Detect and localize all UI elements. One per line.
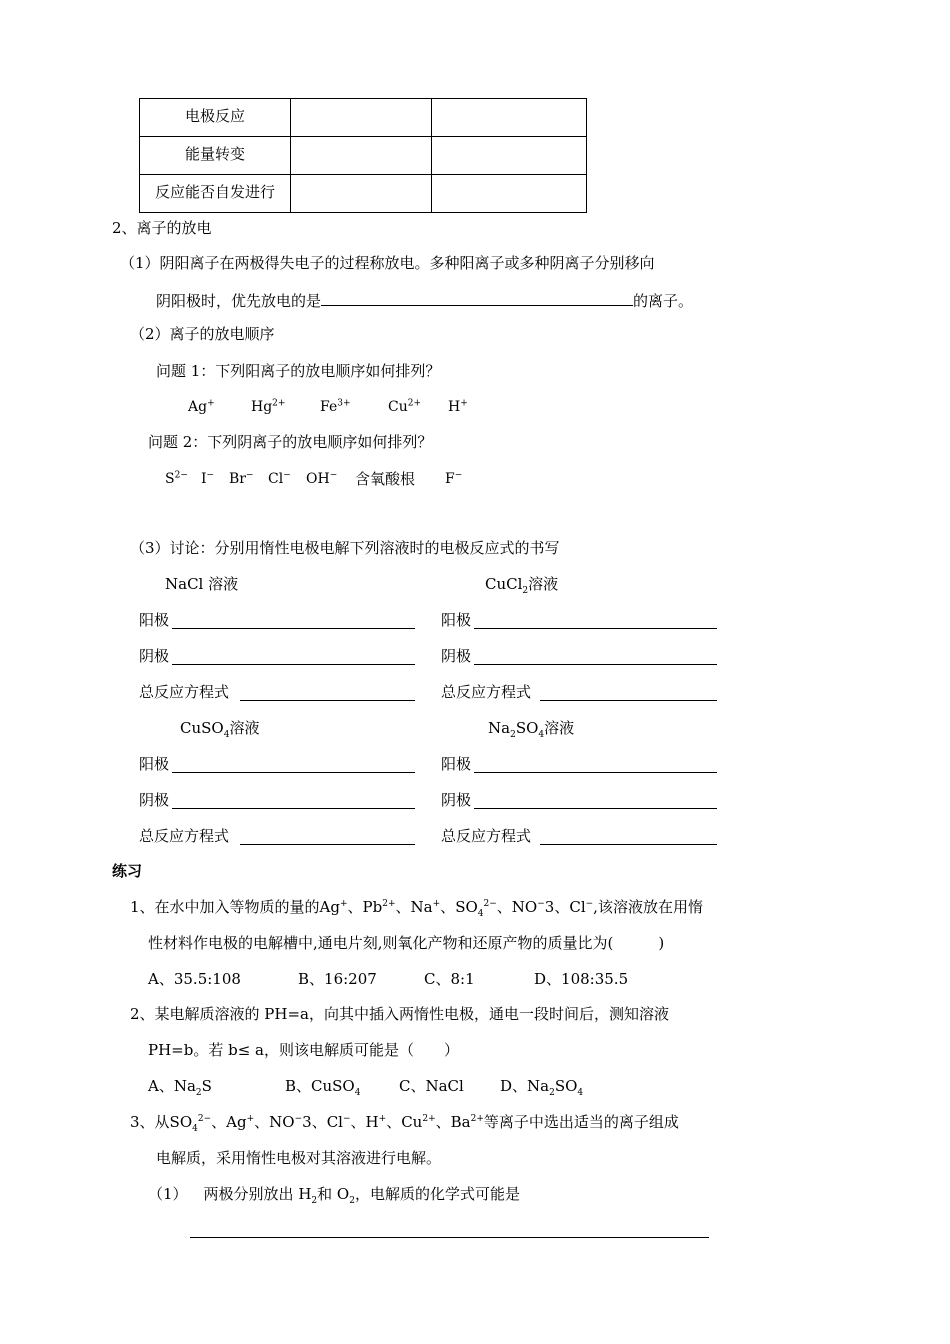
cathode-label: 阴极	[139, 791, 170, 809]
practice-q1-line2: 性材料作电极的电解槽中,通电片刻,则氧化产物和还原产物的质量比为( )	[148, 934, 665, 952]
ion: $S^{2-}$	[165, 470, 188, 487]
answer-line[interactable]	[540, 700, 717, 701]
answer-line[interactable]	[172, 664, 415, 665]
ion: $Hg^{2+}$	[251, 398, 286, 415]
option-c[interactable]: C、8:1	[424, 970, 475, 988]
anode-label: 阳极	[441, 611, 472, 629]
table-cell-label: 能量转变	[140, 137, 291, 175]
ion: $Cu^{2+}$	[388, 398, 422, 415]
practice-heading: 练习	[112, 862, 143, 880]
total-reaction-label: 总反应方程式	[441, 683, 532, 701]
answer-line[interactable]	[240, 844, 415, 845]
question: 问题 2：下列阴离子的放电顺序如何排列？	[148, 433, 433, 451]
option-b[interactable]: B、16:207	[298, 970, 377, 988]
cathode-label: 阴极	[139, 647, 170, 665]
table-cell	[432, 175, 587, 213]
practice-q3-sub1: （1） 两极分别放出 $H_2$和 $O_2$，电解质的化学式可能是	[148, 1185, 520, 1206]
table-cell	[432, 99, 587, 137]
table-row	[140, 99, 587, 137]
practice-q2-line1: 2、某电解质溶液的 PH=a，向其中插入两惰性电极，通电一段时间后，测知溶液	[130, 1005, 669, 1023]
ion: Cl−	[268, 470, 291, 487]
answer-line[interactable]	[540, 844, 717, 845]
anode-label: 阳极	[441, 755, 472, 773]
section-heading: 2、离子的放电	[112, 219, 212, 237]
option-d[interactable]: D、108:35.5	[534, 970, 629, 988]
total-reaction-label: 总反应方程式	[139, 683, 230, 701]
answer-line[interactable]	[240, 700, 415, 701]
practice-q2-line2: PH=b。若 b≤ a，则该电解质可能是（ ）	[148, 1041, 459, 1059]
solution-title-na2so4: $Na_2SO_4$溶液	[488, 719, 575, 740]
table-row	[140, 137, 587, 175]
paragraph: （1）阴阳离子在两极得失电子的过程称放电。多种阳离子或多种阴离子分别移向	[120, 254, 655, 272]
total-reaction-label: 总反应方程式	[441, 827, 532, 845]
table-cell-label: 反应能否自发进行	[140, 175, 291, 213]
anode-label: 阳极	[139, 611, 170, 629]
answer-line[interactable]	[172, 808, 415, 809]
table-cell	[291, 175, 432, 213]
option-b[interactable]: B、CuSO$_4$	[285, 1077, 361, 1098]
answer-line[interactable]	[172, 772, 415, 773]
ion: I−	[201, 470, 215, 487]
practice-q3-line1: 3、从$SO_4^{2-}$、Ag+、NO−3、Cl−、H+、$Cu^{2+}$、$Ba^{2+}$等离子中选出适当的离子组成	[130, 1113, 679, 1134]
option-d[interactable]: D、$Na_2SO_4$	[500, 1077, 584, 1098]
answer-line[interactable]	[474, 808, 717, 809]
practice-q1-line1: 1、在水中加入等物质的量的Ag+、$Pb^{2+}$、Na+、$SO_4^{2-}$、NO−3、Cl−,该溶液放在用惰	[130, 898, 703, 919]
subheading: （3）讨论：分别用惰性电极电解下列溶液时的电极反应式的书写	[130, 539, 560, 557]
table-cell	[432, 137, 587, 175]
paragraph-fill	[156, 291, 693, 309]
answer-line[interactable]	[474, 628, 717, 629]
practice-q3-line2: 电解质，采用惰性电极对其溶液进行电解。	[156, 1149, 442, 1167]
anode-label: 阳极	[139, 755, 170, 773]
answer-line[interactable]	[474, 772, 717, 773]
answer-blank[interactable]	[321, 291, 633, 306]
solution-title-nacl: NaCl 溶液	[165, 575, 239, 593]
table-cell	[291, 99, 432, 137]
text: 的离子。	[633, 292, 694, 310]
ion: $Fe^{3+}$	[320, 398, 351, 415]
ion: H+	[448, 398, 468, 415]
table-row	[140, 175, 587, 213]
ion: Br−	[229, 470, 254, 487]
answer-line[interactable]	[474, 664, 717, 665]
table-cell-label: 电极反应	[140, 99, 291, 137]
solution-title-cuso4: CuSO$_4$溶液	[180, 719, 260, 740]
text: 阴阳极时，优先放电的是	[156, 292, 322, 310]
option-c[interactable]: C、NaCl	[399, 1077, 464, 1095]
answer-line[interactable]	[172, 628, 415, 629]
ion: 含氧酸根	[355, 470, 416, 488]
question: 问题 1：下列阳离子的放电顺序如何排列？	[156, 362, 441, 380]
total-reaction-label: 总反应方程式	[139, 827, 230, 845]
cathode-label: 阴极	[441, 791, 472, 809]
cathode-label: 阴极	[441, 647, 472, 665]
solution-title-cucl2: CuCl$_2$溶液	[485, 575, 559, 596]
option-a[interactable]: A、35.5:108	[148, 970, 241, 988]
subheading: （2）离子的放电顺序	[130, 325, 275, 343]
table-cell	[291, 137, 432, 175]
ion: Ag+	[188, 398, 215, 415]
option-a[interactable]: A、$Na_2S$	[148, 1077, 212, 1098]
answer-line[interactable]	[190, 1237, 709, 1238]
comparison-table	[139, 98, 587, 213]
ion: OH−	[306, 470, 338, 487]
ion: F−	[445, 470, 463, 487]
